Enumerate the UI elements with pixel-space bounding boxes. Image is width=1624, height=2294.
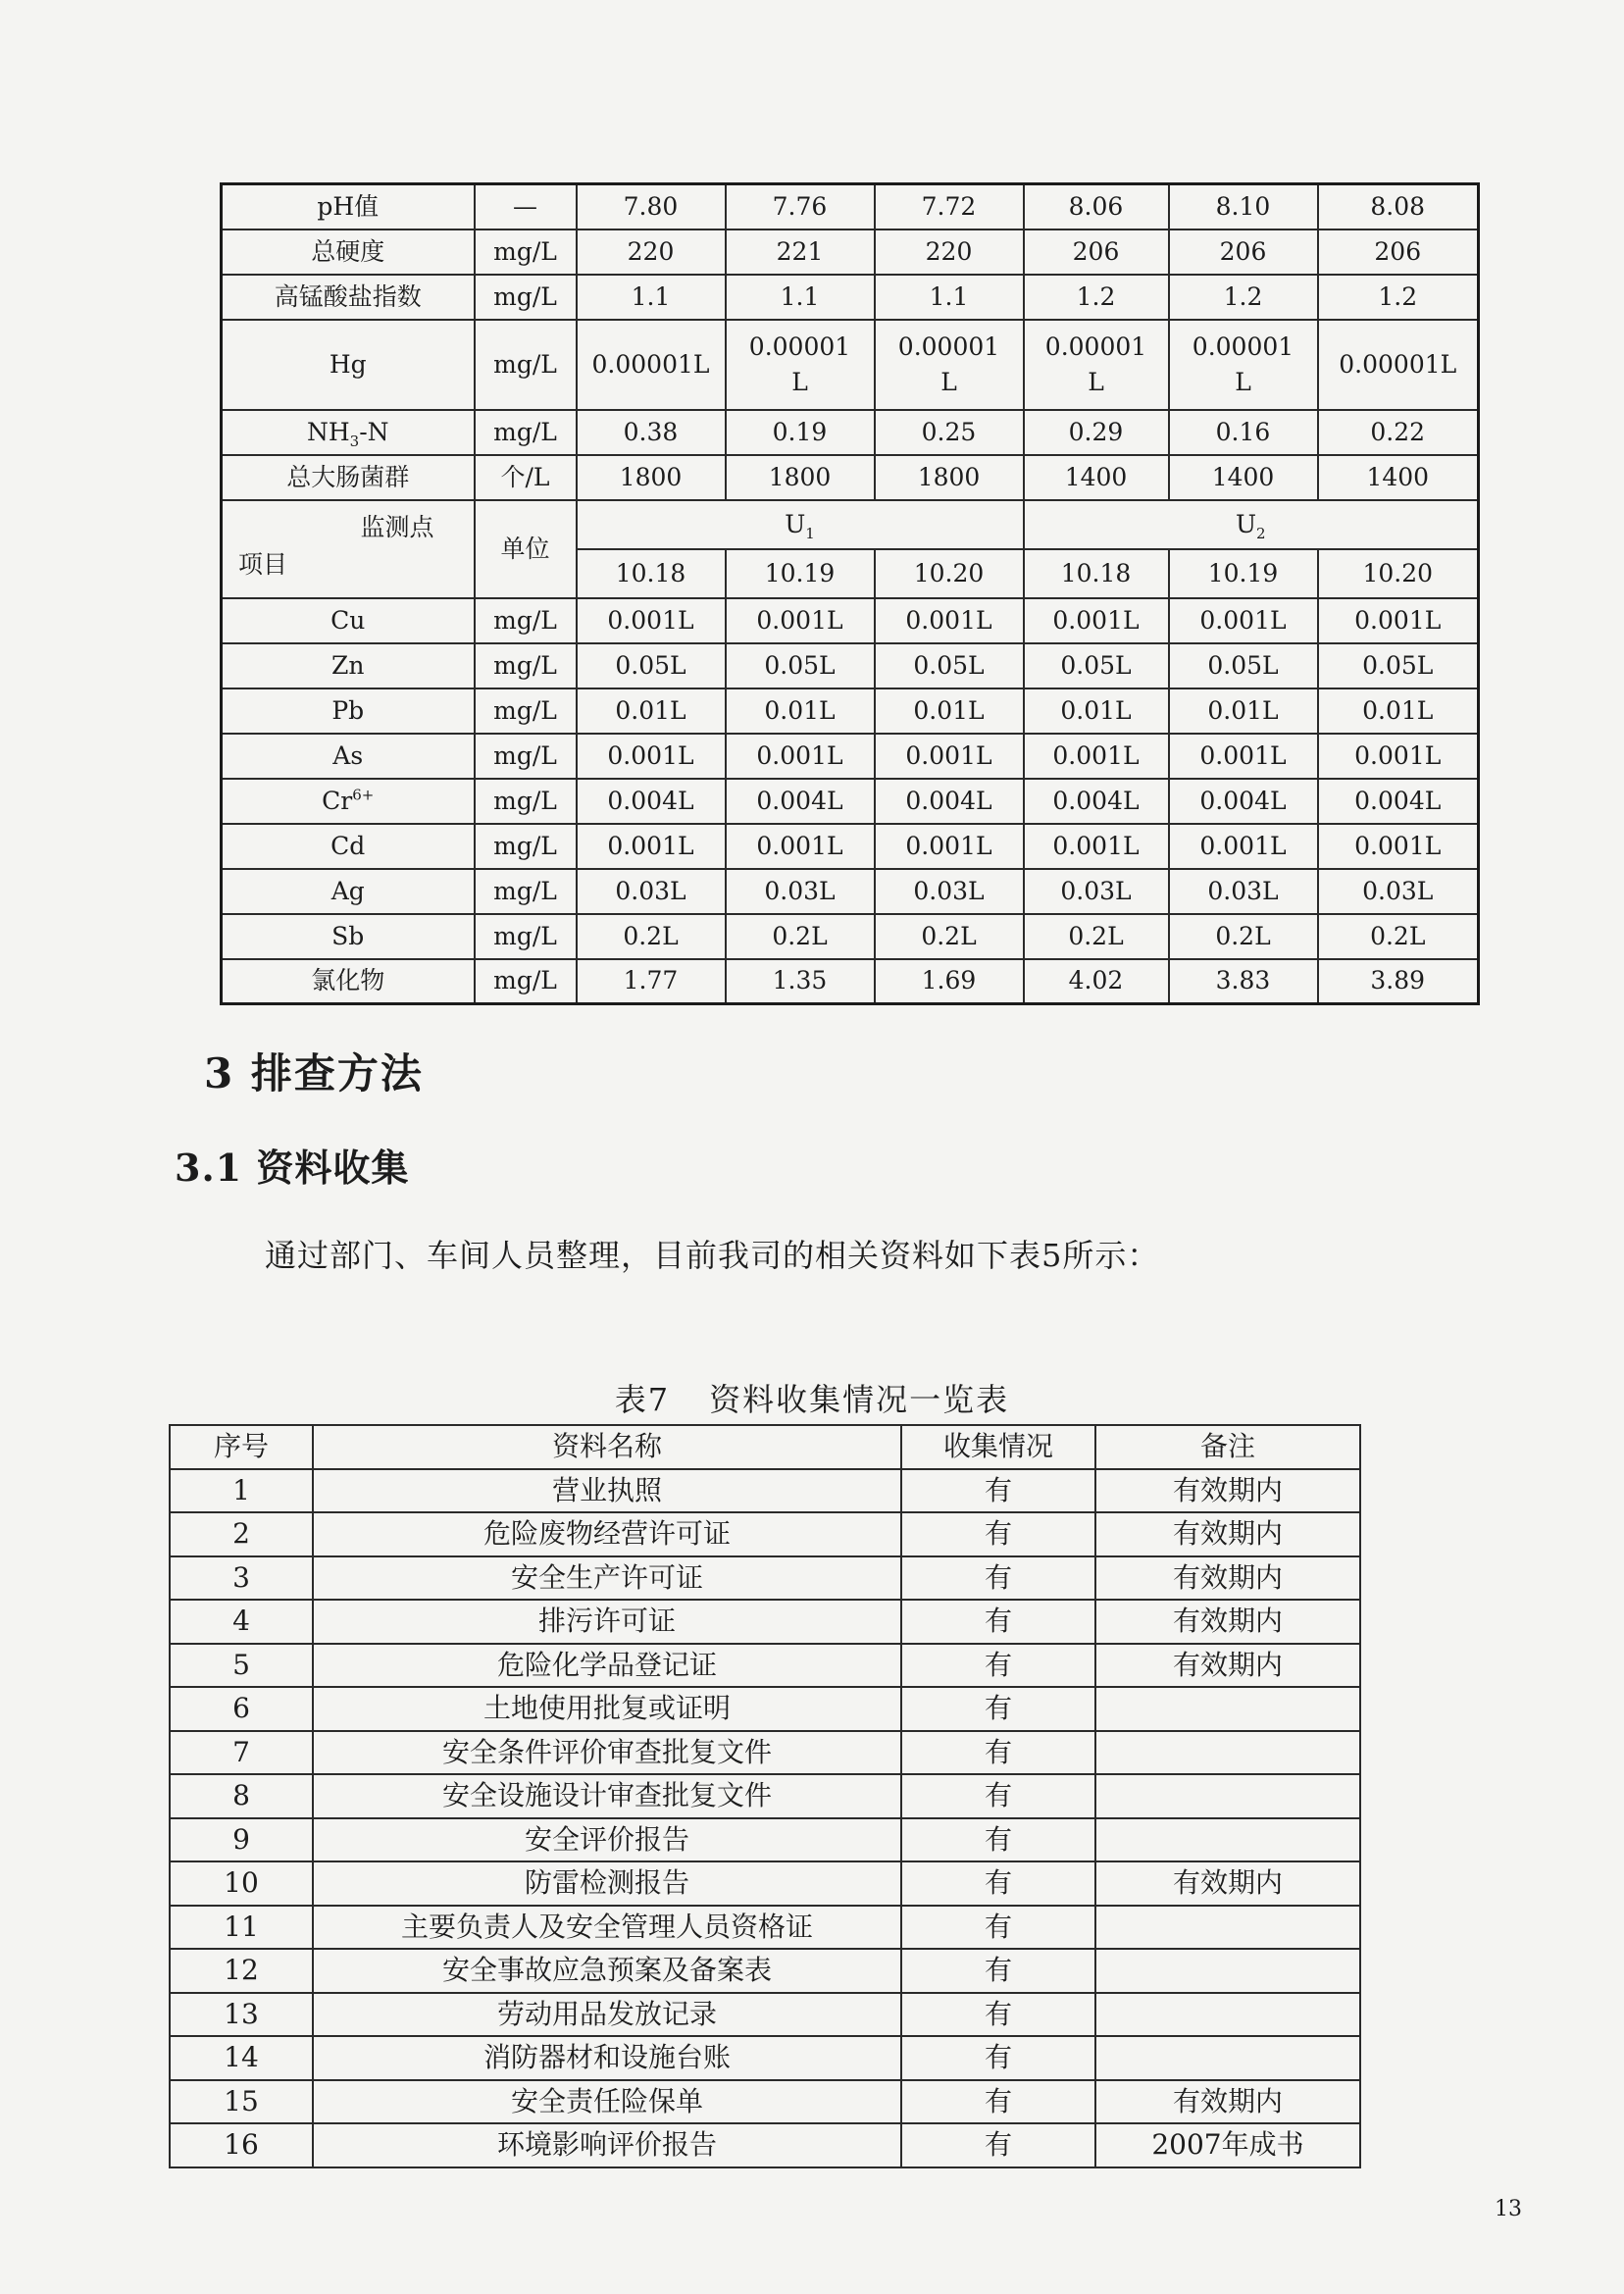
- table-row: [222, 643, 1479, 688]
- table-row: [170, 2123, 1360, 2167]
- doc-header-note: 备注: [1095, 1425, 1360, 1469]
- row-value: 1800: [875, 455, 1024, 500]
- row-unit: mg/L: [475, 598, 577, 643]
- table-row: [222, 184, 1479, 229]
- monitoring-data-table: [220, 182, 1480, 1005]
- doc-cell-name: 环境影响评价报告: [313, 2123, 901, 2167]
- doc-cell-status: 有: [901, 1469, 1095, 1513]
- row-item: Cd: [222, 824, 475, 869]
- row-unit: mg/L: [475, 688, 577, 734]
- table-row: [170, 1644, 1360, 1688]
- row-item: Hg: [222, 320, 475, 410]
- doc-cell-no: 1: [170, 1469, 313, 1513]
- row-value: 221: [726, 229, 875, 275]
- table-row: [222, 229, 1479, 275]
- table-row: [170, 2036, 1360, 2080]
- row-item: Cu: [222, 598, 475, 643]
- doc-cell-no: 7: [170, 1731, 313, 1775]
- row-unit: mg/L: [475, 869, 577, 914]
- table-row: [222, 959, 1479, 1004]
- doc-cell-status: 有: [901, 1861, 1095, 1906]
- table-row: [170, 1512, 1360, 1556]
- doc-cell-name: 安全评价报告: [313, 1818, 901, 1862]
- table-row: [170, 1949, 1360, 1993]
- doc-cell-no: 2: [170, 1512, 313, 1556]
- header-item-point-cell: [222, 500, 475, 598]
- row-item: $Cr^{6+}$: [222, 779, 475, 824]
- row-value: 0.2L: [726, 914, 875, 959]
- doc-cell-note: [1095, 1818, 1360, 1862]
- row-value: 0.05L: [726, 643, 875, 688]
- table-row: [170, 2080, 1360, 2124]
- row-value: 0.001L: [577, 598, 726, 643]
- row-value: 0.03L: [875, 869, 1024, 914]
- row-value: 1.2: [1318, 275, 1479, 320]
- row-value: 0.004L: [577, 779, 726, 824]
- row-value: 1.2: [1169, 275, 1318, 320]
- doc-cell-status: 有: [901, 2036, 1095, 2080]
- row-value: 0.03L: [1024, 869, 1169, 914]
- doc-cell-name: 危险废物经营许可证: [313, 1512, 901, 1556]
- doc-cell-status: 有: [901, 1512, 1095, 1556]
- table-row: [170, 1469, 1360, 1513]
- doc-cell-no: 11: [170, 1906, 313, 1950]
- row-value: 0.004L: [726, 779, 875, 824]
- row-value: 0.00001L: [577, 320, 726, 410]
- row-value: 0.05L: [875, 643, 1024, 688]
- row-value: 1.77: [577, 959, 726, 1004]
- row-value: 0.29: [1024, 410, 1169, 455]
- doc-cell-name: 劳动用品发放记录: [313, 1993, 901, 2037]
- row-value: 8.10: [1169, 184, 1318, 229]
- row-value: 0.2L: [875, 914, 1024, 959]
- row-value: 1.2: [1024, 275, 1169, 320]
- row-value: 0.004L: [1318, 779, 1479, 824]
- row-value: 0.001L: [726, 734, 875, 779]
- row-value: 0.05L: [1318, 643, 1479, 688]
- row-item: 总硬度: [222, 229, 475, 275]
- row-unit: mg/L: [475, 734, 577, 779]
- row-value: 1.69: [875, 959, 1024, 1004]
- doc-cell-note: 有效期内: [1095, 1644, 1360, 1688]
- table-row: [222, 824, 1479, 869]
- doc-header-no: 序号: [170, 1425, 313, 1469]
- doc-cell-note: 有效期内: [1095, 1512, 1360, 1556]
- doc-cell-name: 土地使用批复或证明: [313, 1687, 901, 1731]
- doc-cell-status: 有: [901, 1556, 1095, 1601]
- table-row: [170, 1906, 1360, 1950]
- row-value: 3.89: [1318, 959, 1479, 1004]
- doc-cell-name: 安全条件评价审查批复文件: [313, 1731, 901, 1775]
- row-item: Ag: [222, 869, 475, 914]
- doc-cell-name: 营业执照: [313, 1469, 901, 1513]
- row-value: 0.001L: [1169, 598, 1318, 643]
- doc-cell-name: 安全责任险保单: [313, 2080, 901, 2124]
- header-unit-label: 单位: [475, 500, 577, 598]
- row-item: 氯化物: [222, 959, 475, 1004]
- doc-cell-no: 12: [170, 1949, 313, 1993]
- table-caption: [0, 1375, 1624, 1420]
- row-value: 0.2L: [577, 914, 726, 959]
- row-value: 0.004L: [875, 779, 1024, 824]
- row-value: 7.72: [875, 184, 1024, 229]
- doc-cell-note: 有效期内: [1095, 1469, 1360, 1513]
- doc-header-name: 资料名称: [313, 1425, 901, 1469]
- row-item: Pb: [222, 688, 475, 734]
- doc-cell-status: 有: [901, 2123, 1095, 2167]
- doc-cell-name: 排污许可证: [313, 1600, 901, 1644]
- header-group-u1: $U_1$: [577, 500, 1024, 549]
- doc-cell-note: [1095, 2036, 1360, 2080]
- doc-cell-no: 9: [170, 1818, 313, 1862]
- table-row: [222, 688, 1479, 734]
- header-group-u2: $U_2$: [1024, 500, 1479, 549]
- row-value: 0.01L: [1024, 688, 1169, 734]
- row-unit: mg/L: [475, 914, 577, 959]
- row-value: 0.01L: [1169, 688, 1318, 734]
- header-date: 10.19: [1169, 549, 1318, 598]
- row-unit: mg/L: [475, 229, 577, 275]
- row-item: As: [222, 734, 475, 779]
- doc-cell-no: 4: [170, 1600, 313, 1644]
- row-value: 0.03L: [1169, 869, 1318, 914]
- row-value: 3.83: [1169, 959, 1318, 1004]
- doc-cell-note: [1095, 1774, 1360, 1818]
- doc-cell-note: 有效期内: [1095, 1556, 1360, 1601]
- row-value: 0.05L: [1169, 643, 1318, 688]
- table-row: [170, 1774, 1360, 1818]
- table-caption-title: 资料收集情况一览表: [709, 1381, 1010, 1418]
- doc-cell-status: 有: [901, 1949, 1095, 1993]
- row-value: 0.001L: [875, 598, 1024, 643]
- doc-cell-name: 主要负责人及安全管理人员资格证: [313, 1906, 901, 1950]
- row-value: 0.001L: [1024, 824, 1169, 869]
- row-unit: mg/L: [475, 320, 577, 410]
- doc-cell-no: 16: [170, 2123, 313, 2167]
- row-value: 1400: [1024, 455, 1169, 500]
- row-value: 0.001L: [1169, 824, 1318, 869]
- row-unit: mg/L: [475, 959, 577, 1004]
- doc-cell-note: [1095, 1906, 1360, 1950]
- table-row: [170, 1600, 1360, 1644]
- doc-table-header-row: [170, 1425, 1360, 1469]
- table-row: [222, 275, 1479, 320]
- row-value: 7.76: [726, 184, 875, 229]
- row-item: Zn: [222, 643, 475, 688]
- header-date: 10.20: [875, 549, 1024, 598]
- row-value: 1.1: [875, 275, 1024, 320]
- section-paragraph: 通过部门、车间人员整理，目前我司的相关资料如下表5所示：: [265, 1237, 1160, 1274]
- row-value: 0.03L: [1318, 869, 1479, 914]
- row-value: 1800: [577, 455, 726, 500]
- header-date: 10.19: [726, 549, 875, 598]
- row-value: 206: [1024, 229, 1169, 275]
- row-value: 0.001L: [1318, 824, 1479, 869]
- table-row: [222, 320, 1479, 410]
- row-unit: mg/L: [475, 275, 577, 320]
- doc-cell-no: 14: [170, 2036, 313, 2080]
- row-value: 0.001L: [1318, 734, 1479, 779]
- table-row: [170, 1556, 1360, 1601]
- row-value: 220: [577, 229, 726, 275]
- row-value: 0.004L: [1024, 779, 1169, 824]
- row-value: 0.01L: [726, 688, 875, 734]
- header-date: 10.20: [1318, 549, 1479, 598]
- row-value: 0.2L: [1169, 914, 1318, 959]
- row-unit: 个/L: [475, 455, 577, 500]
- row-item: 高锰酸盐指数: [222, 275, 475, 320]
- row-item: Sb: [222, 914, 475, 959]
- section-subheading: 3.1 资料收集: [175, 1146, 410, 1190]
- doc-cell-no: 13: [170, 1993, 313, 2037]
- row-value: 0.00001 L: [726, 320, 875, 410]
- doc-cell-name: 安全事故应急预案及备案表: [313, 1949, 901, 1993]
- row-value: 0.001L: [1024, 734, 1169, 779]
- row-value: 1400: [1169, 455, 1318, 500]
- table-row: [222, 455, 1479, 500]
- doc-cell-name: 安全设施设计审查批复文件: [313, 1774, 901, 1818]
- row-value: 1.1: [577, 275, 726, 320]
- row-unit: mg/L: [475, 643, 577, 688]
- doc-cell-no: 6: [170, 1687, 313, 1731]
- row-value: 4.02: [1024, 959, 1169, 1004]
- row-value: 0.001L: [577, 824, 726, 869]
- table-row: [222, 598, 1479, 643]
- table-caption-number: 表7: [614, 1381, 671, 1418]
- table-row: [170, 1993, 1360, 2037]
- table-row: [170, 1687, 1360, 1731]
- row-value: 0.01L: [577, 688, 726, 734]
- row-value: 0.00001 L: [875, 320, 1024, 410]
- table-row: [170, 1731, 1360, 1775]
- doc-cell-status: 有: [901, 1687, 1095, 1731]
- doc-cell-note: 有效期内: [1095, 1861, 1360, 1906]
- row-value: 8.08: [1318, 184, 1479, 229]
- doc-cell-no: 5: [170, 1644, 313, 1688]
- row-value: 206: [1169, 229, 1318, 275]
- doc-cell-status: 有: [901, 1906, 1095, 1950]
- doc-cell-note: [1095, 1993, 1360, 2037]
- row-value: 0.16: [1169, 410, 1318, 455]
- doc-cell-status: 有: [901, 1644, 1095, 1688]
- doc-cell-status: 有: [901, 2080, 1095, 2124]
- row-value: 0.22: [1318, 410, 1479, 455]
- row-value: 0.25: [875, 410, 1024, 455]
- row-value: 0.001L: [1318, 598, 1479, 643]
- row-value: 1400: [1318, 455, 1479, 500]
- doc-cell-status: 有: [901, 1818, 1095, 1862]
- doc-header-status: 收集情况: [901, 1425, 1095, 1469]
- row-value: 0.001L: [875, 824, 1024, 869]
- doc-cell-name: 防雷检测报告: [313, 1861, 901, 1906]
- doc-cell-status: 有: [901, 1774, 1095, 1818]
- row-value: 0.01L: [1318, 688, 1479, 734]
- header-item-label: 项目: [238, 549, 288, 579]
- row-value: 1.35: [726, 959, 875, 1004]
- row-value: 0.00001 L: [1169, 320, 1318, 410]
- header-point-label: 监测点: [360, 512, 434, 541]
- doc-cell-note: 有效期内: [1095, 2080, 1360, 2124]
- row-unit: mg/L: [475, 410, 577, 455]
- row-value: 0.001L: [1024, 598, 1169, 643]
- table-row: [170, 1818, 1360, 1862]
- row-value: 0.001L: [726, 598, 875, 643]
- row-value: 206: [1318, 229, 1479, 275]
- row-value: 0.19: [726, 410, 875, 455]
- doc-cell-no: 10: [170, 1861, 313, 1906]
- row-value: 0.2L: [1024, 914, 1169, 959]
- row-value: 0.01L: [875, 688, 1024, 734]
- row-value: 7.80: [577, 184, 726, 229]
- doc-cell-note: [1095, 1949, 1360, 1993]
- table-row: [222, 410, 1479, 455]
- doc-cell-name: 安全生产许可证: [313, 1556, 901, 1601]
- row-value: 1.1: [726, 275, 875, 320]
- row-value: 1800: [726, 455, 875, 500]
- row-value: 0.38: [577, 410, 726, 455]
- row-unit: —: [475, 184, 577, 229]
- row-value: 0.001L: [577, 734, 726, 779]
- doc-cell-note: 2007年成书: [1095, 2123, 1360, 2167]
- doc-cell-status: 有: [901, 1600, 1095, 1644]
- row-item: $NH_3-N$: [222, 410, 475, 455]
- table-row: [222, 734, 1479, 779]
- doc-cell-no: 15: [170, 2080, 313, 2124]
- row-item: pH值: [222, 184, 475, 229]
- row-value: 0.004L: [1169, 779, 1318, 824]
- row-value: 0.001L: [726, 824, 875, 869]
- doc-cell-no: 3: [170, 1556, 313, 1601]
- row-value: 0.00001L: [1318, 320, 1479, 410]
- row-value: 220: [875, 229, 1024, 275]
- doc-cell-note: 有效期内: [1095, 1600, 1360, 1644]
- row-value: 0.00001 L: [1024, 320, 1169, 410]
- doc-cell-note: [1095, 1687, 1360, 1731]
- section-heading: 3 排查方法: [204, 1049, 424, 1097]
- row-value: 0.001L: [875, 734, 1024, 779]
- row-value: 8.06: [1024, 184, 1169, 229]
- row-unit: mg/L: [475, 824, 577, 869]
- row-value: 0.05L: [577, 643, 726, 688]
- doc-cell-name: 消防器材和设施台账: [313, 2036, 901, 2080]
- row-unit: mg/L: [475, 779, 577, 824]
- doc-cell-note: [1095, 1731, 1360, 1775]
- doc-cell-no: 8: [170, 1774, 313, 1818]
- row-value: 0.05L: [1024, 643, 1169, 688]
- row-value: 0.001L: [1169, 734, 1318, 779]
- header-date: 10.18: [577, 549, 726, 598]
- doc-cell-status: 有: [901, 1731, 1095, 1775]
- row-item: 总大肠菌群: [222, 455, 475, 500]
- doc-cell-status: 有: [901, 1993, 1095, 2037]
- row-value: 0.03L: [726, 869, 875, 914]
- table-row: [222, 869, 1479, 914]
- header-date: 10.18: [1024, 549, 1169, 598]
- row-value: 0.2L: [1318, 914, 1479, 959]
- doc-cell-name: 危险化学品登记证: [313, 1644, 901, 1688]
- table-row: [170, 1861, 1360, 1906]
- page-number: 13: [1495, 2197, 1522, 2221]
- table-row: [222, 779, 1479, 824]
- table-row: [222, 914, 1479, 959]
- row-value: 0.03L: [577, 869, 726, 914]
- document-collection-table: [169, 1424, 1361, 2168]
